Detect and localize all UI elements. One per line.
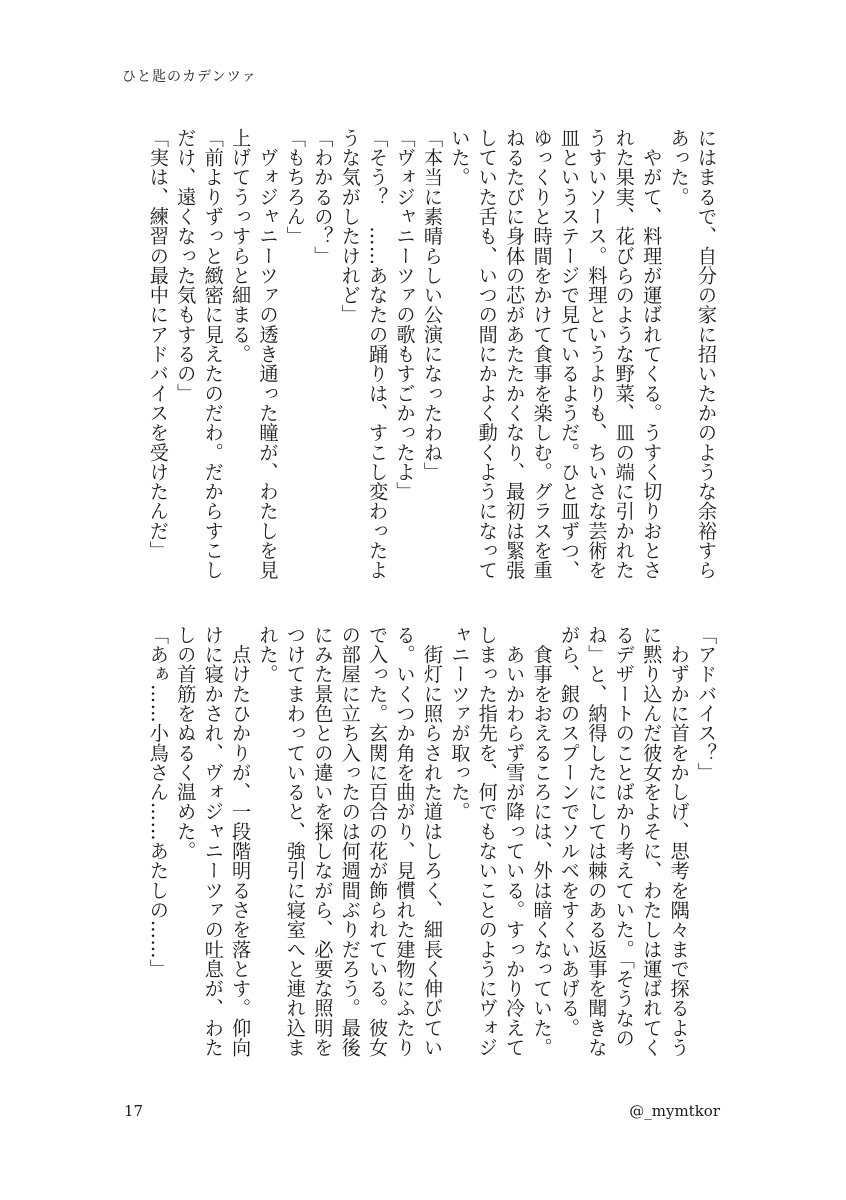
- paragraph: 「実は、練習の最中にアドバイスを受けたんだ」: [146, 128, 170, 561]
- paragraph: 街灯に照らされた道はしろく、細長く伸びている。いくつか角を曲がり、見慣れた建物にふたりで入った。玄関に百合の花が飾られている。彼女の部屋に立ち入ったのは何週間ぶりだろう。最後にみた景色との違いを探しながら、必要な照明をつけてまわっていると、強引に寝室へと連れ込まれた。: [256, 625, 444, 1058]
- paragraph: やがて、料理が運ばれてくる。うすく切りおとされた果実、花びらのような野菜、皿の端に引かれたうすいソース。料理というよりも、ちいさな芸術を皿というステージで見ているようだ。ひと皿ずつ、ゆっくりと時間をかけて食事を楽しむ。グラスを重ねるたびに身体の芯があたたかくなり、最初は緊張していた舌も、いつの間にかよく動くようになっていた。: [448, 128, 664, 580]
- paragraph: 「前よりずっと緻密に見えたのだわ。だからすこしだけ、遠くなった気もするの」: [174, 128, 225, 580]
- paragraph: 「アドバイス？」: [695, 625, 718, 783]
- text-block-top: [100, 128, 720, 584]
- paragraph: 「そう？ ……あなたの踊りは、すこし変わったような気がしたけれど」: [338, 128, 390, 580]
- paragraph: 「ヴォジャニーツァの歌もすごかったよ」: [393, 128, 417, 502]
- paragraph: 「あぁ……小鳥さん……あたしの……」: [146, 625, 170, 979]
- paragraph: にはまるで、自分の家に招いたかのような余裕すらあった。: [667, 128, 718, 580]
- paragraph: 食事をおえるころには、外は暗くなっていた。: [530, 625, 554, 1058]
- paragraph: 「本当に素晴らしい公演になったわね」: [420, 128, 444, 482]
- paragraph: あいかわらず雪が降っている。すっかり冷えてしまった指先を、何でもないことのようにヴォジャニーツァが取った。: [448, 625, 527, 1058]
- paragraph: 「わかるの？」: [311, 128, 335, 266]
- page-number: 17: [124, 1102, 144, 1120]
- paragraph: 点けたひかりが、一段階明るさを落とす。仰向けに寝かされ、ヴォジャニーツァの吐息が、わたしの首筋をぬるく温めた。: [174, 625, 253, 1058]
- paragraph: 「もちろん」: [283, 128, 307, 246]
- text-block-bottom: [100, 625, 720, 1075]
- running-title: ひと匙のカデンツァ: [122, 69, 257, 85]
- author-credit: @_mymtkor: [629, 1102, 720, 1120]
- paragraph: ヴォジャニーツァの透き通った瞳が、わたしを見上げてうっすらと細まる。: [229, 128, 280, 580]
- paragraph: わずかに首をかしげ、思考を隅々まで探るように黙り込んだ彼女をよそに、わたしは運ばれてくるデザートのことばかり考えていた。「そうなのね」と、納得したにしては棘のある返事を聞きながら、銀のスプーンでソルベをすくいあげる。: [557, 625, 691, 1058]
